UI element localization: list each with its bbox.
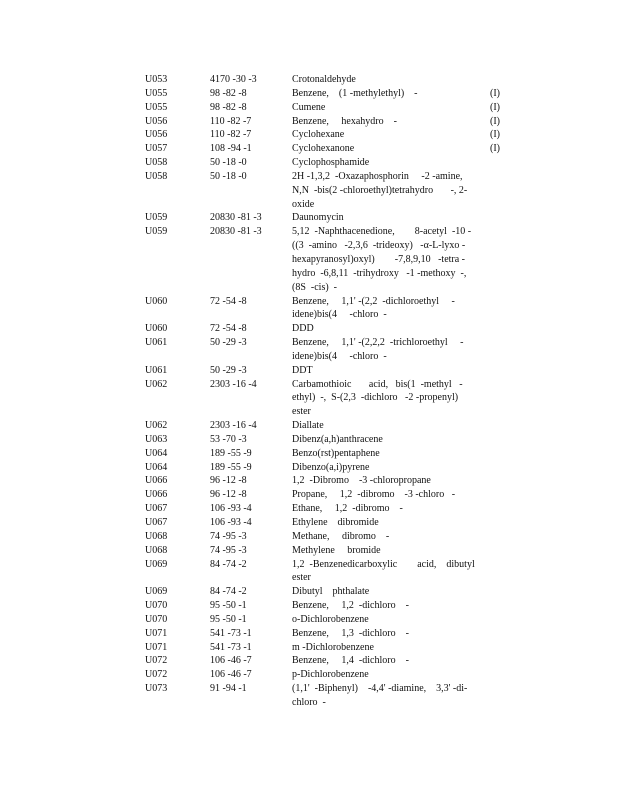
cas-number: 106 -93 -4 <box>210 503 252 515</box>
substance-name: Benzene, 1,1' -(2,2,2 -trichloroethyl - idene)bis(4 -chloro - <box>292 337 464 362</box>
substance-name: Cyclophosphamide <box>292 157 370 169</box>
table-row <box>145 322 505 336</box>
table-row <box>145 461 505 475</box>
waste-code: U069 <box>145 586 168 598</box>
waste-code: U058 <box>145 170 168 182</box>
table-row <box>145 530 505 544</box>
hazard-code: (I) <box>490 115 500 127</box>
table-row <box>145 295 505 323</box>
cas-number: 98 -82 -8 <box>210 101 247 113</box>
substance-name: Ethane, 1,2 -dibromo - <box>292 503 403 515</box>
substance-name: Carbamothioic acid, bis(1 -methyl - ethyl) -, S-(2,3 -dichloro -2 -propenyl) ester <box>292 378 463 418</box>
cas-number: 106 -93 -4 <box>210 517 252 528</box>
substance-name: o-Dichlorobenzene <box>292 613 369 625</box>
substance-name: Cyclohexane <box>292 129 345 141</box>
substance-name: 1,2 -Dibromo -3 -chloropropane <box>292 475 431 487</box>
substance-name: 1,2 -Benzenedicarboxylic acid, dibutyl ester <box>292 558 475 584</box>
table-row <box>145 447 505 461</box>
cas-number: 53 -70 -3 <box>210 433 247 445</box>
waste-code: U071 <box>145 627 168 639</box>
waste-code: U071 <box>145 641 168 653</box>
cas-number: 84 -74 -2 <box>210 558 247 570</box>
cas-number: 72 -54 -8 <box>210 323 247 335</box>
waste-code: U068 <box>145 544 168 556</box>
substance-name: Cumene <box>292 101 326 113</box>
waste-code: U053 <box>145 74 168 85</box>
substance-name: m -Dichlorobenzene <box>292 641 374 653</box>
substance-name: Benzene, 1,1' -(2,2 -dichloroethyl - idene)bis(4 -chloro - <box>292 295 455 321</box>
waste-code: U059 <box>145 212 168 224</box>
cas-number: 110 -82 -7 <box>210 129 252 141</box>
waste-code: U067 <box>145 517 168 528</box>
cas-number: 2303 -16 -4 <box>210 378 257 390</box>
waste-code: U070 <box>145 613 168 625</box>
waste-code: U059 <box>145 226 168 238</box>
waste-code: U062 <box>145 420 168 432</box>
table-row <box>145 627 505 641</box>
substance-name: DDD <box>292 323 314 335</box>
table-row <box>145 225 505 294</box>
waste-code: U056 <box>145 129 168 141</box>
table-row <box>145 142 505 156</box>
table-row <box>145 419 505 433</box>
cas-number: 74 -95 -3 <box>210 544 247 556</box>
substance-name: Dibenz(a,h)anthracene <box>292 433 383 445</box>
table-row <box>145 378 505 420</box>
substance-name: p-Dichlorobenzene <box>292 669 369 681</box>
cas-number: 84 -74 -2 <box>210 586 247 598</box>
substance-name: Dibutyl phthalate <box>292 586 370 598</box>
table-row <box>145 682 505 710</box>
substance-name: Benzene, 1,4 -dichloro - <box>292 655 409 667</box>
table-row <box>145 87 505 101</box>
cas-number: 95 -50 -1 <box>210 600 247 612</box>
table-row <box>145 170 505 212</box>
substance-name: 2H -1,3,2 -Oxazaphosphorin -2 -amine, N,N -bis(2 -chloroethyl)tetrahydro -, 2- oxide <box>292 170 468 210</box>
table-row <box>145 516 505 530</box>
cas-number: 2303 -16 -4 <box>210 420 257 432</box>
waste-code: U062 <box>145 378 168 390</box>
waste-code: U068 <box>145 530 168 542</box>
substance-name: Methane, dibromo - <box>292 530 390 542</box>
table-row <box>145 73 505 87</box>
cas-number: 74 -95 -3 <box>210 530 247 542</box>
hazard-code: (I) <box>490 129 500 141</box>
cas-number: 50 -18 -0 <box>210 170 247 182</box>
waste-code: U055 <box>145 101 168 113</box>
waste-code: U066 <box>145 489 168 501</box>
waste-code: U067 <box>145 503 168 515</box>
table-row <box>145 641 505 655</box>
waste-code: U072 <box>145 669 168 681</box>
substance-name: Diallate <box>292 420 324 432</box>
substance-name: Crotonaldehyde <box>292 74 356 85</box>
cas-number: 541 -73 -1 <box>210 641 252 653</box>
hazard-code: (I) <box>490 101 500 113</box>
substance-name: Benzene, 1,3 -dichloro - <box>292 627 409 639</box>
substance-name: Benzene, hexahydro - <box>292 115 397 127</box>
hazardous-waste-table <box>145 73 505 710</box>
table-row <box>145 502 505 516</box>
substance-name: Cyclohexanone <box>292 143 355 155</box>
waste-code: U072 <box>145 655 168 667</box>
cas-number: 91 -94 -1 <box>210 683 247 695</box>
waste-code: U064 <box>145 447 168 459</box>
substance-name: Benzo(rst)pentaphene <box>292 447 380 459</box>
cas-number: 95 -50 -1 <box>210 613 247 625</box>
substance-name: (1,1' -Biphenyl) -4,4' -diamine, 3,3' -di- chloro - <box>292 683 468 708</box>
cas-number: 189 -55 -9 <box>210 447 252 459</box>
substance-name: Benzene, (1 -methylethyl) - <box>292 87 418 99</box>
table-row <box>145 364 505 378</box>
table-row <box>145 599 505 613</box>
table-row <box>145 336 505 364</box>
cas-number: 4170 -30 -3 <box>210 74 257 85</box>
table-row <box>145 474 505 488</box>
cas-number: 98 -82 -8 <box>210 87 247 99</box>
cas-number: 541 -73 -1 <box>210 627 252 639</box>
cas-number: 110 -82 -7 <box>210 115 252 127</box>
cas-number: 72 -54 -8 <box>210 295 247 307</box>
hazard-code: (I) <box>490 87 500 99</box>
waste-code: U056 <box>145 115 168 127</box>
waste-code: U066 <box>145 475 168 487</box>
substance-name: DDT <box>292 364 313 376</box>
waste-code: U057 <box>145 143 168 155</box>
cas-number: 50 -29 -3 <box>210 364 247 376</box>
cas-number: 106 -46 -7 <box>210 669 252 681</box>
waste-code: U069 <box>145 558 168 570</box>
waste-code: U063 <box>145 433 168 445</box>
table-row <box>145 211 505 225</box>
substance-name: Methylene bromide <box>292 544 381 556</box>
cas-number: 189 -55 -9 <box>210 461 252 473</box>
table-row <box>145 558 505 586</box>
cas-number: 50 -18 -0 <box>210 157 247 169</box>
waste-code: U055 <box>145 87 168 99</box>
substance-name: Ethylene dibromide <box>292 517 379 528</box>
cas-number: 50 -29 -3 <box>210 337 247 349</box>
hazard-code: (I) <box>490 143 500 155</box>
table-row <box>145 585 505 599</box>
waste-code: U061 <box>145 337 168 349</box>
waste-code: U058 <box>145 157 168 169</box>
substance-name: Benzene, 1,2 -dichloro - <box>292 600 409 612</box>
table-row <box>145 433 505 447</box>
table-row <box>145 115 505 129</box>
substance-name: Propane, 1,2 -dibromo -3 -chloro - <box>292 489 456 501</box>
waste-code: U061 <box>145 364 168 376</box>
cas-number: 96 -12 -8 <box>210 489 247 501</box>
waste-code: U060 <box>145 295 168 307</box>
waste-code: U070 <box>145 600 168 612</box>
substance-name: Daunomycin <box>292 212 344 224</box>
table-row <box>145 128 505 142</box>
table-row <box>145 156 505 170</box>
table-row <box>145 488 505 502</box>
waste-code: U064 <box>145 461 168 473</box>
cas-number: 106 -46 -7 <box>210 655 252 667</box>
waste-code: U073 <box>145 683 168 695</box>
substance-name: 5,12 -Naphthacenedione, 8-acetyl -10 - ((3 -amino -2,3,6 -trideoxy) -α-L-lyxo - hexapyranosyl)oxyl) -7,8,9,10 -tetra - hydro -6,8,11 -trihydroxy -1 -methoxy -, (8S -cis) - <box>292 226 472 293</box>
waste-code: U060 <box>145 323 168 335</box>
substance-name: Dibenzo(a,i)pyrene <box>292 461 370 473</box>
table-row <box>145 544 505 558</box>
cas-number: 20830 -81 -3 <box>210 212 262 224</box>
table-row <box>145 668 505 682</box>
table-row <box>145 613 505 627</box>
table-row <box>145 654 505 668</box>
cas-number: 96 -12 -8 <box>210 475 247 487</box>
cas-number: 20830 -81 -3 <box>210 226 262 238</box>
cas-number: 108 -94 -1 <box>210 143 252 155</box>
table-row <box>145 101 505 115</box>
